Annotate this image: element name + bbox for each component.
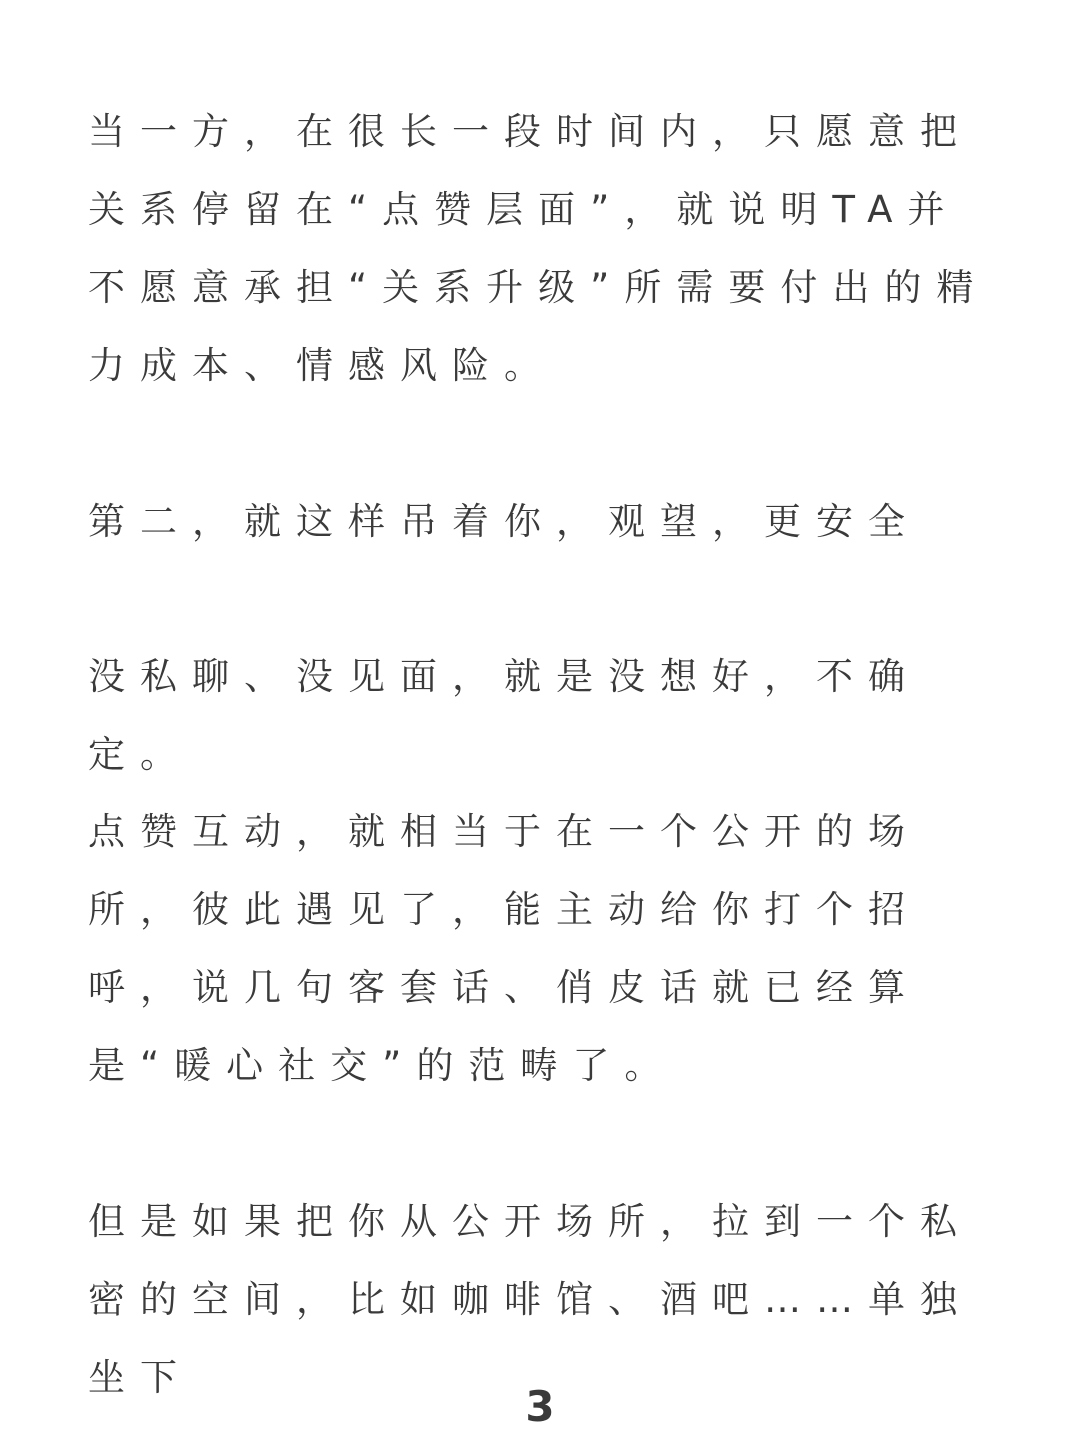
paragraph-5: 但是如果把你从公开场所，拉到一个私密的空间，比如咖啡馆、酒吧……单独坐下	[88, 1200, 972, 1399]
paragraph-1: 当一方，在很长一段时间内，只愿意把关系停留在“点赞层面”，就说明TA并不愿意承担“关系升级”所需要付出的精力成本、情感风险。	[88, 110, 989, 387]
paragraph-2-heading: 第二，就这样吊着你，观望，更安全	[88, 500, 920, 543]
page-number: 3	[525, 1382, 555, 1431]
paragraph-4: 点赞互动，就相当于在一个公开的场所，彼此遇见了，能主动给你打个招呼，说几句客套话、俏皮话就已经算是“暖心社交”的范畴了。	[88, 810, 920, 1087]
paragraph-3: 没私聊、没见面，就是没想好，不确定。	[88, 655, 920, 776]
